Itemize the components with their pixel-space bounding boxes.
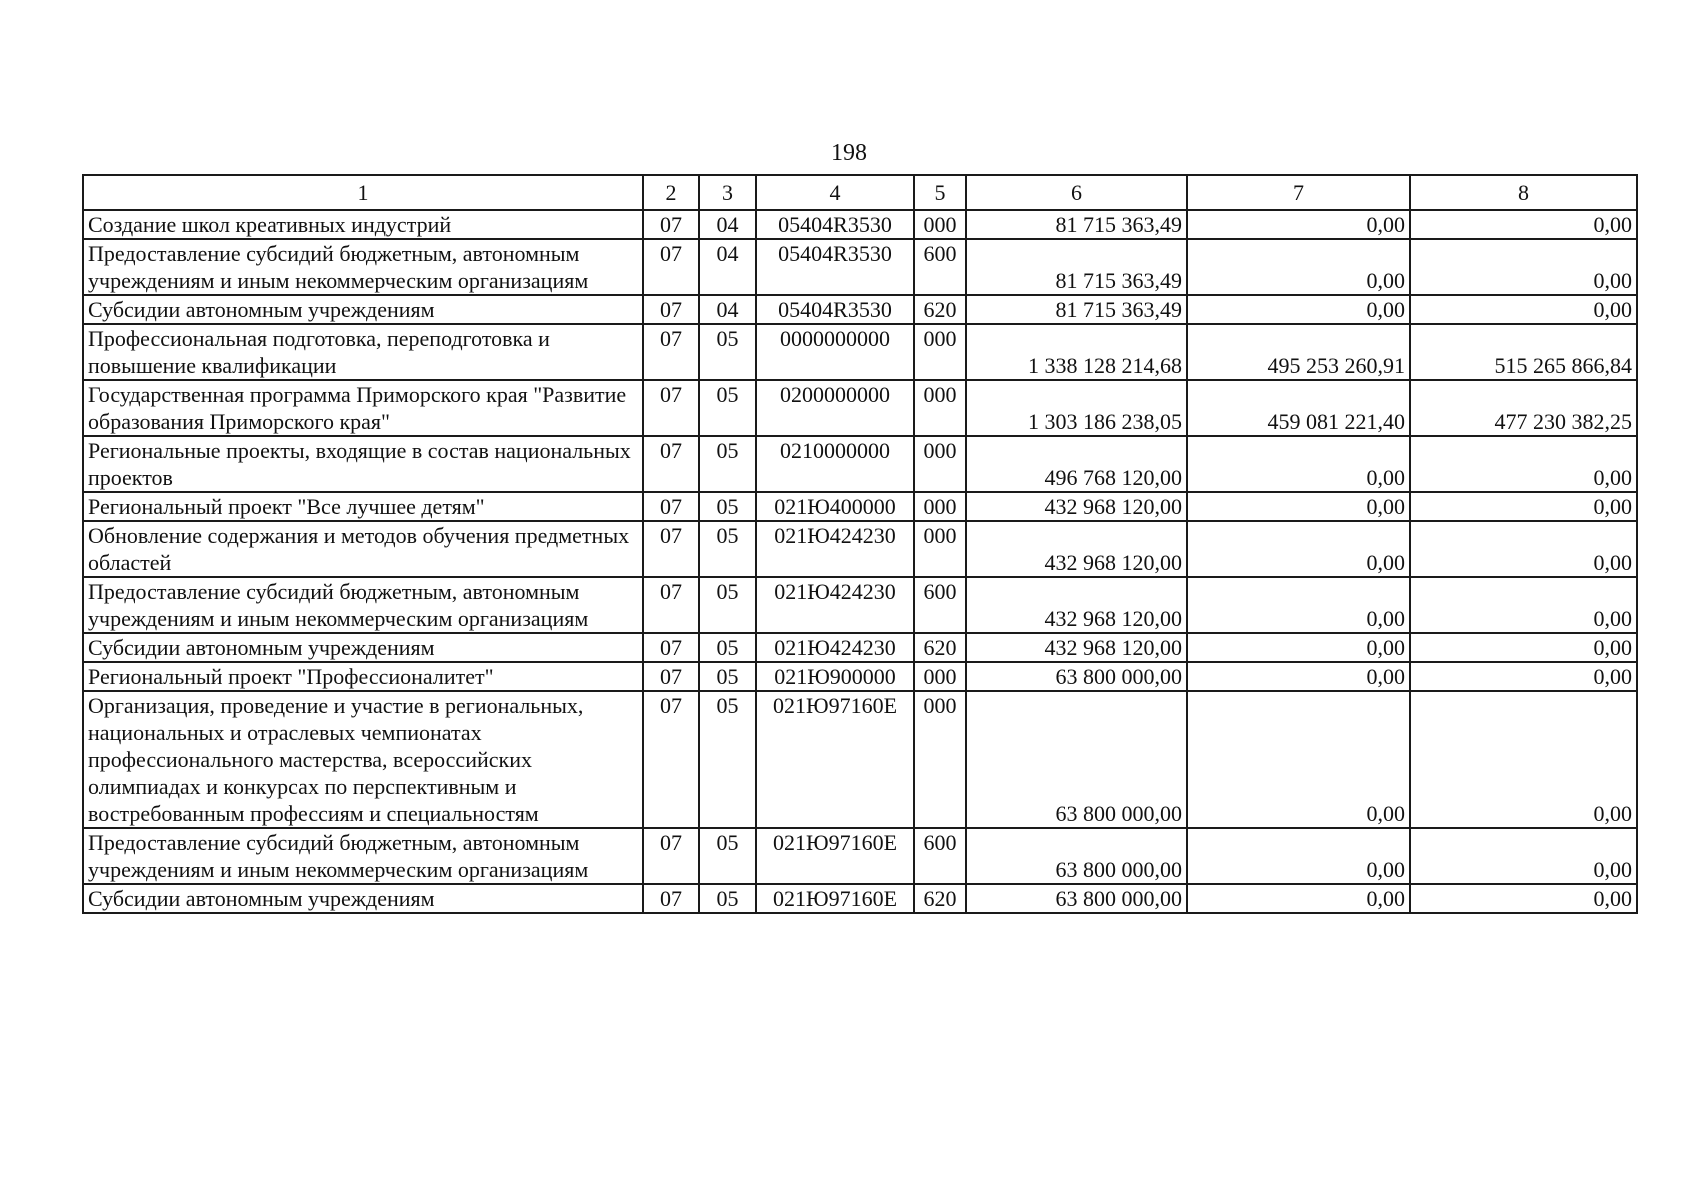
- amount-col6-cell: 432 968 120,00: [966, 492, 1187, 521]
- amount-col8-cell: 0,00: [1410, 633, 1637, 662]
- subsection-code-cell: 04: [699, 295, 756, 324]
- section-code-cell: 07: [643, 521, 699, 577]
- amount-col8-cell: 0,00: [1410, 521, 1637, 577]
- expense-type-code-cell: 620: [914, 295, 966, 324]
- table-row: [83, 492, 1637, 521]
- header-row: [83, 175, 1637, 210]
- row-name-cell: Предоставление субсидий бюджетным, автономным учреждениям и иным некоммерческим организациям: [83, 577, 643, 633]
- amount-col6-cell: 63 800 000,00: [966, 662, 1187, 691]
- amount-col6-cell: 496 768 120,00: [966, 436, 1187, 492]
- row-name-cell: Государственная программа Приморского края "Развитие образования Приморского края": [83, 380, 643, 436]
- amount-col7-cell: 0,00: [1187, 492, 1410, 521]
- expense-type-code-cell: 600: [914, 239, 966, 295]
- amount-col7-cell: 459 081 221,40: [1187, 380, 1410, 436]
- subsection-code-cell: 04: [699, 239, 756, 295]
- target-item-code-cell: 0200000000: [756, 380, 914, 436]
- amount-col7-cell: 0,00: [1187, 633, 1410, 662]
- amount-col7-cell: 0,00: [1187, 210, 1410, 239]
- target-item-code-cell: 0210000000: [756, 436, 914, 492]
- amount-col6-cell: 63 800 000,00: [966, 691, 1187, 828]
- expense-type-code-cell: 000: [914, 662, 966, 691]
- amount-col6-cell: 63 800 000,00: [966, 884, 1187, 913]
- row-name-cell: Профессиональная подготовка, переподготовка и повышение квалификации: [83, 324, 643, 380]
- amount-col6-cell: 81 715 363,49: [966, 210, 1187, 239]
- amount-col6-cell: 81 715 363,49: [966, 295, 1187, 324]
- amount-col8-cell: 0,00: [1410, 436, 1637, 492]
- amount-col8-cell: 0,00: [1410, 691, 1637, 828]
- column-header: 8: [1410, 175, 1637, 210]
- expense-type-code-cell: 620: [914, 884, 966, 913]
- subsection-code-cell: 04: [699, 210, 756, 239]
- table-row: [83, 324, 1637, 380]
- subsection-code-cell: 05: [699, 633, 756, 662]
- amount-col7-cell: 0,00: [1187, 239, 1410, 295]
- subsection-code-cell: 05: [699, 324, 756, 380]
- section-code-cell: 07: [643, 492, 699, 521]
- amount-col7-cell: 0,00: [1187, 577, 1410, 633]
- section-code-cell: 07: [643, 295, 699, 324]
- amount-col7-cell: 0,00: [1187, 828, 1410, 884]
- table-row: [83, 662, 1637, 691]
- amount-col6-cell: 81 715 363,49: [966, 239, 1187, 295]
- target-item-code-cell: 05404R3530: [756, 210, 914, 239]
- section-code-cell: 07: [643, 239, 699, 295]
- amount-col8-cell: 0,00: [1410, 884, 1637, 913]
- section-code-cell: 07: [643, 884, 699, 913]
- target-item-code-cell: 021Ю97160Е: [756, 884, 914, 913]
- target-item-code-cell: 021Ю900000: [756, 662, 914, 691]
- expense-type-code-cell: 000: [914, 324, 966, 380]
- section-code-cell: 07: [643, 662, 699, 691]
- amount-col6-cell: 1 303 186 238,05: [966, 380, 1187, 436]
- section-code-cell: 07: [643, 633, 699, 662]
- subsection-code-cell: 05: [699, 691, 756, 828]
- section-code-cell: 07: [643, 324, 699, 380]
- table-row: [83, 210, 1637, 239]
- subsection-code-cell: 05: [699, 577, 756, 633]
- expense-type-code-cell: 000: [914, 691, 966, 828]
- target-item-code-cell: 021Ю424230: [756, 633, 914, 662]
- subsection-code-cell: 05: [699, 436, 756, 492]
- subsection-code-cell: 05: [699, 828, 756, 884]
- table-row: [83, 828, 1637, 884]
- target-item-code-cell: 0000000000: [756, 324, 914, 380]
- subsection-code-cell: 05: [699, 492, 756, 521]
- column-header: 1: [83, 175, 643, 210]
- amount-col6-cell: 63 800 000,00: [966, 828, 1187, 884]
- target-item-code-cell: 021Ю400000: [756, 492, 914, 521]
- target-item-code-cell: 021Ю97160Е: [756, 691, 914, 828]
- row-name-cell: Субсидии автономным учреждениям: [83, 884, 643, 913]
- amount-col7-cell: 0,00: [1187, 295, 1410, 324]
- row-name-cell: Обновление содержания и методов обучения предметных областей: [83, 521, 643, 577]
- table-row: [83, 633, 1637, 662]
- expense-type-code-cell: 600: [914, 828, 966, 884]
- amount-col6-cell: 1 338 128 214,68: [966, 324, 1187, 380]
- target-item-code-cell: 05404R3530: [756, 239, 914, 295]
- row-name-cell: Организация, проведение и участие в региональных, национальных и отраслевых чемпионатах профессионального мастерства, всероссийских олимпиадах и конкурсах по перспективным и востребованным профессиям и специальностям: [83, 691, 643, 828]
- amount-col8-cell: 515 265 866,84: [1410, 324, 1637, 380]
- column-header: 6: [966, 175, 1187, 210]
- subsection-code-cell: 05: [699, 884, 756, 913]
- section-code-cell: 07: [643, 380, 699, 436]
- column-header: 4: [756, 175, 914, 210]
- expense-type-code-cell: 000: [914, 210, 966, 239]
- table-row: [83, 380, 1637, 436]
- table-row: [83, 239, 1637, 295]
- amount-col7-cell: 495 253 260,91: [1187, 324, 1410, 380]
- row-name-cell: Предоставление субсидий бюджетным, автономным учреждениям и иным некоммерческим организациям: [83, 239, 643, 295]
- target-item-code-cell: 021Ю97160Е: [756, 828, 914, 884]
- table-row: [83, 295, 1637, 324]
- amount-col8-cell: 0,00: [1410, 662, 1637, 691]
- expense-type-code-cell: 000: [914, 436, 966, 492]
- subsection-code-cell: 05: [699, 380, 756, 436]
- amount-col7-cell: 0,00: [1187, 662, 1410, 691]
- table-row: [83, 521, 1637, 577]
- expense-type-code-cell: 620: [914, 633, 966, 662]
- amount-col7-cell: 0,00: [1187, 436, 1410, 492]
- amount-col8-cell: 0,00: [1410, 295, 1637, 324]
- amount-col7-cell: 0,00: [1187, 884, 1410, 913]
- row-name-cell: Субсидии автономным учреждениям: [83, 295, 643, 324]
- amount-col8-cell: 477 230 382,25: [1410, 380, 1637, 436]
- amount-col6-cell: 432 968 120,00: [966, 521, 1187, 577]
- subsection-code-cell: 05: [699, 521, 756, 577]
- table-row: [83, 577, 1637, 633]
- section-code-cell: 07: [643, 577, 699, 633]
- section-code-cell: 07: [643, 436, 699, 492]
- amount-col8-cell: 0,00: [1410, 577, 1637, 633]
- row-name-cell: Предоставление субсидий бюджетным, автономным учреждениям и иным некоммерческим организациям: [83, 828, 643, 884]
- budget-table: [82, 174, 1638, 914]
- subsection-code-cell: 05: [699, 662, 756, 691]
- column-header: 2: [643, 175, 699, 210]
- column-header: 7: [1187, 175, 1410, 210]
- row-name-cell: Региональный проект "Все лучшее детям": [83, 492, 643, 521]
- page-number: 198: [831, 140, 867, 166]
- row-name-cell: Субсидии автономным учреждениям: [83, 633, 643, 662]
- row-name-cell: Региональный проект "Профессионалитет": [83, 662, 643, 691]
- column-header: 5: [914, 175, 966, 210]
- expense-type-code-cell: 000: [914, 492, 966, 521]
- expense-type-code-cell: 600: [914, 577, 966, 633]
- amount-col6-cell: 432 968 120,00: [966, 577, 1187, 633]
- table-body: [83, 210, 1637, 913]
- target-item-code-cell: 021Ю424230: [756, 521, 914, 577]
- section-code-cell: 07: [643, 691, 699, 828]
- table-row: [83, 436, 1637, 492]
- column-header: 3: [699, 175, 756, 210]
- amount-col8-cell: 0,00: [1410, 210, 1637, 239]
- amount-col7-cell: 0,00: [1187, 691, 1410, 828]
- row-name-cell: Региональные проекты, входящие в состав национальных проектов: [83, 436, 643, 492]
- target-item-code-cell: 05404R3530: [756, 295, 914, 324]
- expense-type-code-cell: 000: [914, 521, 966, 577]
- table-row: [83, 884, 1637, 913]
- table-row: [83, 691, 1637, 828]
- expense-type-code-cell: 000: [914, 380, 966, 436]
- target-item-code-cell: 021Ю424230: [756, 577, 914, 633]
- row-name-cell: Создание школ креативных индустрий: [83, 210, 643, 239]
- amount-col6-cell: 432 968 120,00: [966, 633, 1187, 662]
- section-code-cell: 07: [643, 210, 699, 239]
- section-code-cell: 07: [643, 828, 699, 884]
- amount-col7-cell: 0,00: [1187, 521, 1410, 577]
- amount-col8-cell: 0,00: [1410, 828, 1637, 884]
- amount-col8-cell: 0,00: [1410, 239, 1637, 295]
- amount-col8-cell: 0,00: [1410, 492, 1637, 521]
